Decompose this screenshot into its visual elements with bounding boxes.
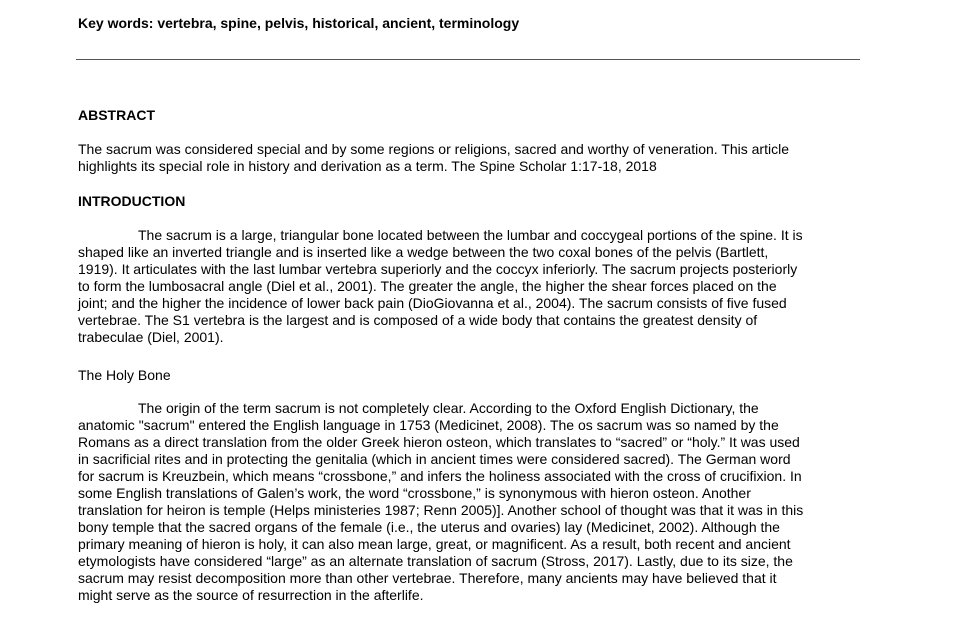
holy-bone-line: in sacrificial rites and in protecting the genitalia (which in ancient times were considered sacred). The German word [78,451,791,467]
introduction-paragraph [78,227,868,346]
abstract-line: highlights its special role in history and derivation as a term. The Spine Scholar 1:17-18, 2018 [78,158,657,174]
introduction-heading: INTRODUCTION [78,193,186,209]
introduction-line: joint; and the higher the incidence of lower back pain (DioGiovanna et al., 2004). The sacrum consists of five fused [78,295,787,311]
introduction-line: 1919). It articulates with the last lumbar vertebra superiorly and the coccyx inferiorly. The sacrum projects posteriorly [78,261,798,277]
holy-bone-line: translation for heiron is temple (Helps ministeries 1987; Renn 2005)]. Another school of thought was that it was in this [78,502,804,518]
abstract-line: The sacrum was considered special and by some regions or religions, sacred and worthy of veneration. This article [78,141,789,157]
section-divider [76,59,860,60]
abstract-paragraph [78,141,868,175]
introduction-line: vertebrae. The S1 vertebra is the largest and is composed of a wide body that contains the greatest density of [78,312,758,328]
introduction-line: The sacrum is a large, triangular bone located between the lumbar and coccygeal portions of the spine. It is [138,227,803,243]
holy-bone-line: bony temple that the sacred organs of the female (i.e., the uterus and ovaries) lay (Medicinet, 2002). Although the [78,519,780,535]
introduction-line: trabeculae (Diel, 2001). [78,329,224,345]
keywords-line: Key words: vertebra, spine, pelvis, historical, ancient, terminology [78,15,520,31]
holy-bone-line: etymologists have considered “large” as an alternate translation of sacrum (Stross, 2017). Lastly, due to its size, the [78,553,793,569]
holy-bone-heading: The Holy Bone [78,367,171,383]
holy-bone-line: might serve as the source of resurrection in the afterlife. [78,587,424,603]
holy-bone-line: Romans as a direct translation from the older Greek hieron osteon, which translates to “sacred” or “holy.” It was used [78,434,800,450]
holy-bone-line: sacrum may resist decomposition more than other vertebrae. Therefore, many ancients may have believed that it [78,570,777,586]
holy-bone-line: for sacrum is Kreuzbein, which means “crossbone,” and infers the holiness associated with the cross of crucifixion. In [78,468,802,484]
abstract-heading: ABSTRACT [78,107,155,123]
holy-bone-line: some English translations of Galen’s work, the word “crossbone,” is synonymous with hieron osteon. Another [78,485,751,501]
holy-bone-line: anatomic "sacrum" entered the English language in 1753 (Medicinet, 2008). The os sacrum was so named by the [78,417,779,433]
introduction-line: to form the lumbosacral angle (Diel et al., 2001). The greater the angle, the higher the shear forces placed on the [78,278,777,294]
holy-bone-line: The origin of the term sacrum is not completely clear. According to the Oxford English Dictionary, the [138,400,759,416]
introduction-line: shaped like an inverted triangle and is inserted like a wedge between the two coxal bones of the pelvis (Bartlett, [78,244,769,260]
holy-bone-line: primary meaning of hieron is holy, it can also mean large, great, or magnificent. As a result, both recent and ancient [78,536,791,552]
holy-bone-paragraph [78,400,868,604]
